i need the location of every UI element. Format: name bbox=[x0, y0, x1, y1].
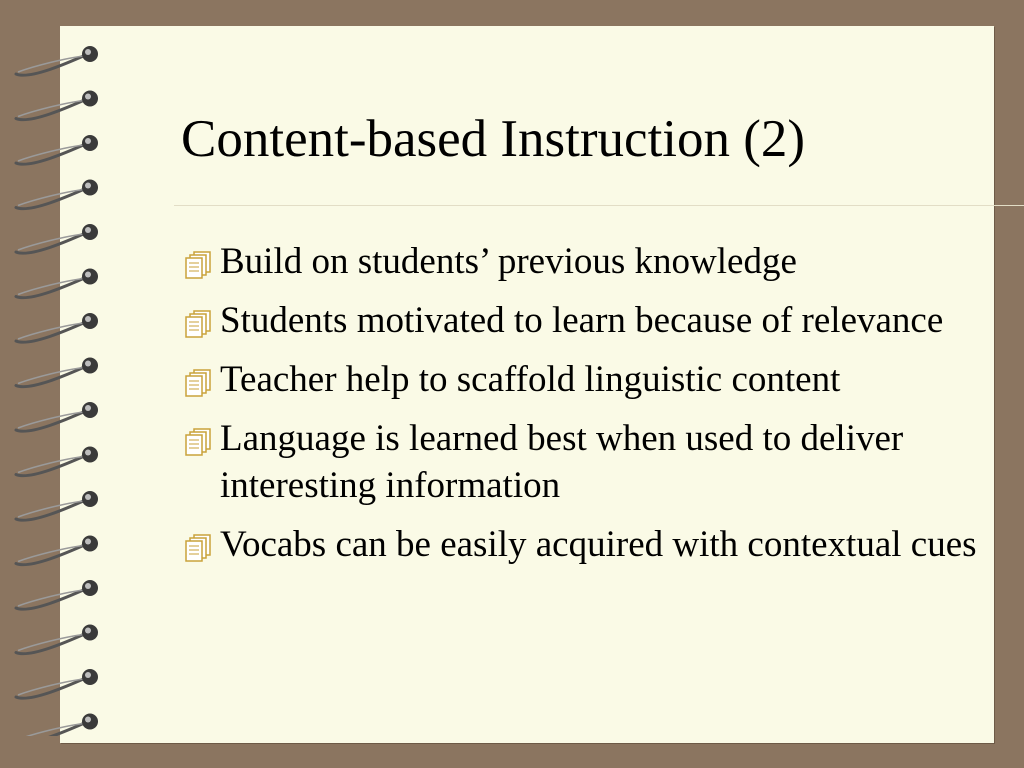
list-item bbox=[184, 521, 1014, 568]
bullet-text: Vocabs can be easily acquired with contextual cues bbox=[220, 524, 977, 565]
spiral-ring-icon bbox=[16, 625, 98, 654]
spiral-ring-icon bbox=[16, 358, 98, 387]
spiral-binding bbox=[10, 36, 106, 736]
spiral-ring-icon bbox=[16, 46, 98, 75]
spiral-ring-icon bbox=[16, 580, 98, 609]
list-item bbox=[184, 356, 1014, 403]
spiral-ring-icon bbox=[16, 714, 98, 737]
spiral-ring-icon bbox=[16, 402, 98, 431]
list-item bbox=[184, 297, 1014, 344]
bullet-text: Students motivated to learn because of relevance bbox=[220, 300, 944, 341]
spiral-ring-icon bbox=[16, 669, 98, 698]
bullet-text: Language is learned best when used to deliver interesting information bbox=[220, 418, 904, 506]
stacked-pages-icon bbox=[184, 250, 216, 280]
bullet-text: Build on students’ previous knowledge bbox=[220, 241, 797, 282]
spiral-ring-icon bbox=[16, 269, 98, 298]
spiral-ring-icon bbox=[16, 491, 98, 520]
stacked-pages-icon bbox=[184, 533, 216, 563]
spiral-ring-icon bbox=[16, 135, 98, 164]
list-item bbox=[184, 238, 1014, 285]
spiral-ring-icon bbox=[16, 313, 98, 342]
stacked-pages-icon bbox=[184, 309, 216, 339]
spiral-ring-icon bbox=[16, 536, 98, 565]
bullet-list bbox=[184, 238, 1014, 580]
slide-title: Content-based Instruction (2) bbox=[181, 110, 806, 168]
list-item bbox=[184, 415, 1014, 509]
bullet-text: Teacher help to scaffold linguistic content bbox=[220, 359, 841, 400]
slide-page bbox=[60, 26, 994, 743]
spiral-ring-icon bbox=[16, 224, 98, 253]
spiral-ring-icon bbox=[16, 447, 98, 476]
spiral-ring-icon bbox=[16, 91, 98, 120]
spiral-ring-icon bbox=[16, 180, 98, 209]
stacked-pages-icon bbox=[184, 427, 216, 457]
title-divider bbox=[174, 205, 1024, 206]
stacked-pages-icon bbox=[184, 368, 216, 398]
